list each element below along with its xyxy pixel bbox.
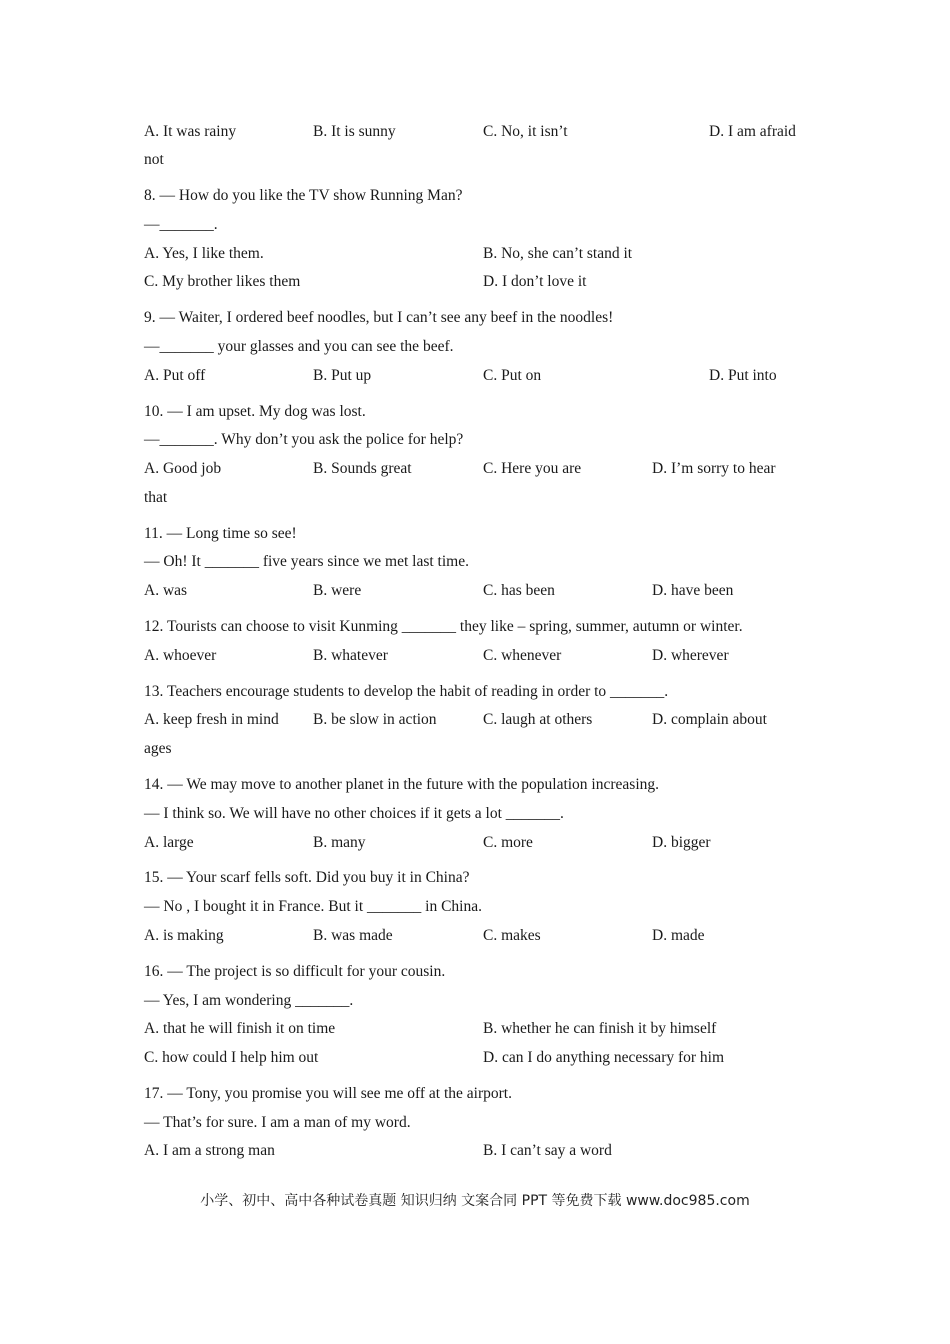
q8-stem: 8. — How do you like the TV show Running Man?: [144, 187, 463, 204]
q11-stem: 11. — Long time so see!: [144, 525, 297, 542]
q15-option-c: C. makes: [483, 927, 541, 944]
q16-option-c: C. how could I help him out: [144, 1049, 319, 1066]
q17-option-a: A. I am a strong man: [144, 1142, 275, 1159]
q7-option-d-wrap: not: [144, 151, 164, 168]
q16-option-a: A. that he will finish it on time: [144, 1020, 336, 1037]
q9-option-d: D. Put into: [709, 367, 777, 384]
q8-option-a: A. Yes, I like them.: [144, 245, 264, 262]
q12-option-c: C. whenever: [483, 647, 562, 664]
q16-reply: — Yes, I am wondering _______.: [144, 992, 354, 1009]
q12-option-d: D. wherever: [652, 647, 729, 664]
q9-stem: 9. — Waiter, I ordered beef noodles, but I can’t see any beef in the noodles!: [144, 309, 614, 326]
q14-reply: — I think so. We will have no other choices if it gets a lot _______.: [144, 805, 564, 822]
q11-option-c: C. has been: [483, 582, 555, 599]
q10-option-d-wrap: that: [144, 489, 168, 506]
q15-stem: 15. — Your scarf fells soft. Did you buy it in China?: [144, 869, 470, 886]
q15-option-d: D. made: [652, 927, 705, 944]
q11-option-a: A. was: [144, 582, 188, 599]
q14-option-a: A. large: [144, 834, 194, 851]
q11-option-b: B. were: [313, 582, 362, 599]
q17-reply: — That’s for sure. I am a man of my word.: [144, 1114, 411, 1131]
q13-option-c: C. laugh at others: [483, 711, 593, 728]
q10-option-d: D. I’m sorry to hear: [652, 460, 776, 477]
q12-option-b: B. whatever: [313, 647, 388, 664]
q13-stem: 13. Teachers encourage students to develop the habit of reading in order to _______.: [144, 683, 669, 700]
q15-option-a: A. is making: [144, 927, 224, 944]
q15-reply: — No , I bought it in France. But it _______ in China.: [144, 898, 482, 915]
q10-option-a: A. Good job: [144, 460, 222, 477]
q16-stem: 16. — The project is so difficult for your cousin.: [144, 963, 446, 980]
q8-option-b: B. No, she can’t stand it: [483, 245, 633, 262]
q9-option-c: C. Put on: [483, 367, 542, 384]
q14-stem: 14. — We may move to another planet in the future with the population increasing.: [144, 776, 660, 793]
q14-option-d: D. bigger: [652, 834, 711, 851]
q7-option-b: B. It is sunny: [313, 123, 396, 140]
q7-option-d: D. I am afraid: [709, 123, 796, 140]
q10-reply: —_______. Why don’t you ask the police for help?: [144, 431, 464, 448]
q8-reply: —_______.: [144, 216, 218, 233]
q9-reply: —_______ your glasses and you can see the beef.: [144, 338, 454, 355]
q13-option-d-wrap: ages: [144, 740, 172, 757]
q17-option-b: B. I can’t say a word: [483, 1142, 612, 1159]
q14-option-b: B. many: [313, 834, 366, 851]
q12-stem: 12. Tourists can choose to visit Kunming _______ they like – spring, summer, autumn or winter.: [144, 618, 743, 635]
q12-option-a: A. whoever: [144, 647, 217, 664]
q10-option-c: C. Here you are: [483, 460, 582, 477]
q11-reply: — Oh! It _______ five years since we met last time.: [144, 553, 469, 570]
q14-option-c: C. more: [483, 834, 533, 851]
q7-option-a: A. It was rainy: [144, 123, 237, 140]
q16-option-d: D. can I do anything necessary for him: [483, 1049, 725, 1066]
q16-option-b: B. whether he can finish it by himself: [483, 1020, 717, 1037]
q8-option-d: D. I don’t love it: [483, 273, 587, 290]
q13-option-b: B. be slow in action: [313, 711, 437, 728]
q9-option-a: A. Put off: [144, 367, 206, 384]
q15-option-b: B. was made: [313, 927, 393, 944]
q11-option-d: D. have been: [652, 582, 734, 599]
q13-option-a: A. keep fresh in mind: [144, 711, 279, 728]
q10-stem: 10. — I am upset. My dog was lost.: [144, 403, 366, 420]
q13-option-d: D. complain about: [652, 711, 767, 728]
q10-option-b: B. Sounds great: [313, 460, 412, 477]
q7-option-c: C. No, it isn’t: [483, 123, 568, 140]
page-footer: 小学、初中、高中各种试卷真题 知识归纳 文案合同 PPT 等免费下载 www.doc985.com: [200, 1193, 750, 1209]
q9-option-b: B. Put up: [313, 367, 372, 384]
q17-stem: 17. — Tony, you promise you will see me off at the airport.: [144, 1085, 512, 1102]
q8-option-c: C. My brother likes them: [144, 273, 301, 290]
